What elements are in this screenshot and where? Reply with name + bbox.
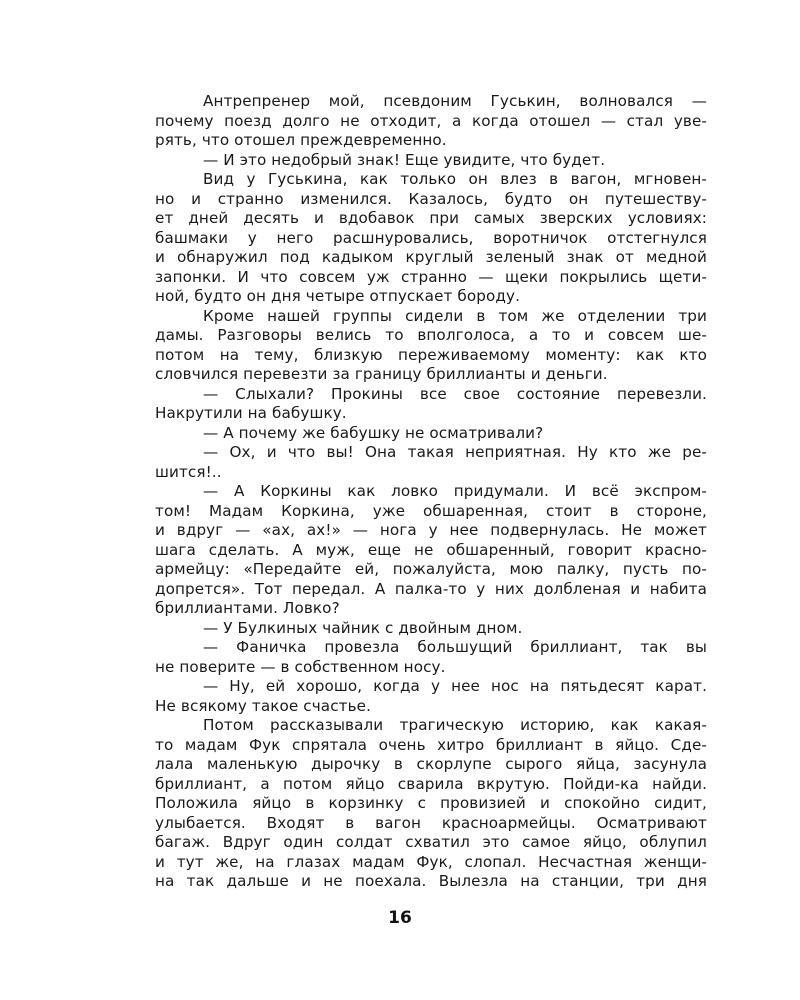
- text-line: том! Мадам Коркина, уже обшаренная, стоит в стороне,: [155, 501, 707, 520]
- text-line: башмаки у него расшнуровались, воротничок отстегнулся: [155, 228, 707, 247]
- text-line: Вид у Гуськина, как только он влез в вагон, мгновен-: [203, 170, 707, 188]
- text-line: то мадам Фук спрятала очень хитро бриллиант в яйцо. Сде-: [155, 735, 707, 754]
- text-line: Потом рассказывали трагическую историю, как какая-: [203, 716, 707, 734]
- text-line: и обнаружил под кадыком круглый зеленый знак от медной: [155, 248, 707, 266]
- text-line: не поверите — в собственном носу.: [155, 657, 446, 676]
- text-line: словчился перевезти за границу бриллианты и деньги.: [155, 365, 608, 383]
- text-line: запонки. И что совсем уж странно — щеки покрылись щети-: [155, 267, 707, 286]
- text-line: Накрутили на бабушку.: [155, 404, 347, 422]
- text-line: — У Булкиных чайник с двойным дном.: [203, 618, 523, 637]
- page-text-block: [155, 92, 707, 892]
- text-line: лала маленькую дырочку в скорлупе сырого яйца, засунула: [155, 755, 707, 773]
- text-line: — А Коркины как ловко придумали. И всё экспром-: [203, 482, 707, 500]
- text-line: бриллиантами. Ловко?: [155, 599, 340, 617]
- text-line: и вдруг — «ах, ах!» — нога у нее подвернулась. Не может: [155, 521, 707, 539]
- text-line: улыбается. Входят в вагон красноармейцы. Осматривают: [155, 813, 707, 832]
- text-line: — Ох, и что вы! Она такая неприятная. Ну кто же ре-: [203, 443, 707, 461]
- text-line: Не всякому такое счастье.: [155, 696, 372, 715]
- text-line: — Слыхали? Прокины все свое состояние перевезли.: [203, 384, 707, 403]
- text-line: ной, будто он дня четыре отпускает бороду.: [155, 287, 520, 305]
- text-line: — А почему же бабушку не осматривали?: [203, 423, 544, 442]
- text-line: но и странно изменился. Казалось, будто он путешеству-: [155, 189, 707, 208]
- text-line: почему поезд долго не отходит, а когда отошел — стал уве-: [155, 111, 707, 130]
- text-line: Положила яйцо в корзинку с провизией и спокойно сидит,: [155, 794, 707, 812]
- text-line: и тут же, на глазах мадам Фук, слопал. Несчастная женщи-: [155, 852, 707, 871]
- text-line: потом на тему, близкую переживаемому моменту: как кто: [155, 345, 707, 364]
- text-line: армейцу: «Передайте ей, пожалуйста, мою палку, пусть по-: [155, 560, 707, 578]
- text-line: Кроме нашей группы сидели в том же отделении три: [203, 306, 707, 325]
- text-line: шага сделать. А муж, еще не обшаренный, говорит красно-: [155, 540, 707, 559]
- text-line: — Фаничка провезла большущий бриллиант, так вы: [203, 638, 707, 656]
- text-line: шится!..: [155, 462, 222, 481]
- text-line: Антрепренер мой, псевдоним Гуськин, волновался —: [203, 92, 707, 110]
- text-line: ет дней десять и вдобавок при самых зверских условиях:: [155, 209, 707, 227]
- page-number: 16: [388, 908, 412, 928]
- text-line: — Ну, ей хорошо, когда у нее нос на пятьдесят карат.: [203, 677, 707, 695]
- text-line: багаж. Вдруг один солдат схватил это самое яйцо, облупил: [155, 833, 707, 851]
- text-line: бриллиант, а потом яйцо сварила вкрутую. Пойди-ка найди.: [155, 774, 707, 793]
- text-line: допрется». Тот передал. А палка-то у них долбленая и набита: [155, 579, 707, 598]
- text-line: дамы. Разговоры велись то вполголоса, а то и совсем ше-: [155, 326, 707, 344]
- text-line: — И это недобрый знак! Еще увидите, что будет.: [203, 150, 606, 169]
- text-line: рять, что отошел преждевременно.: [155, 131, 447, 149]
- text-line: на так дальше и не поехала. Вылезла на станции, три дня: [155, 872, 707, 890]
